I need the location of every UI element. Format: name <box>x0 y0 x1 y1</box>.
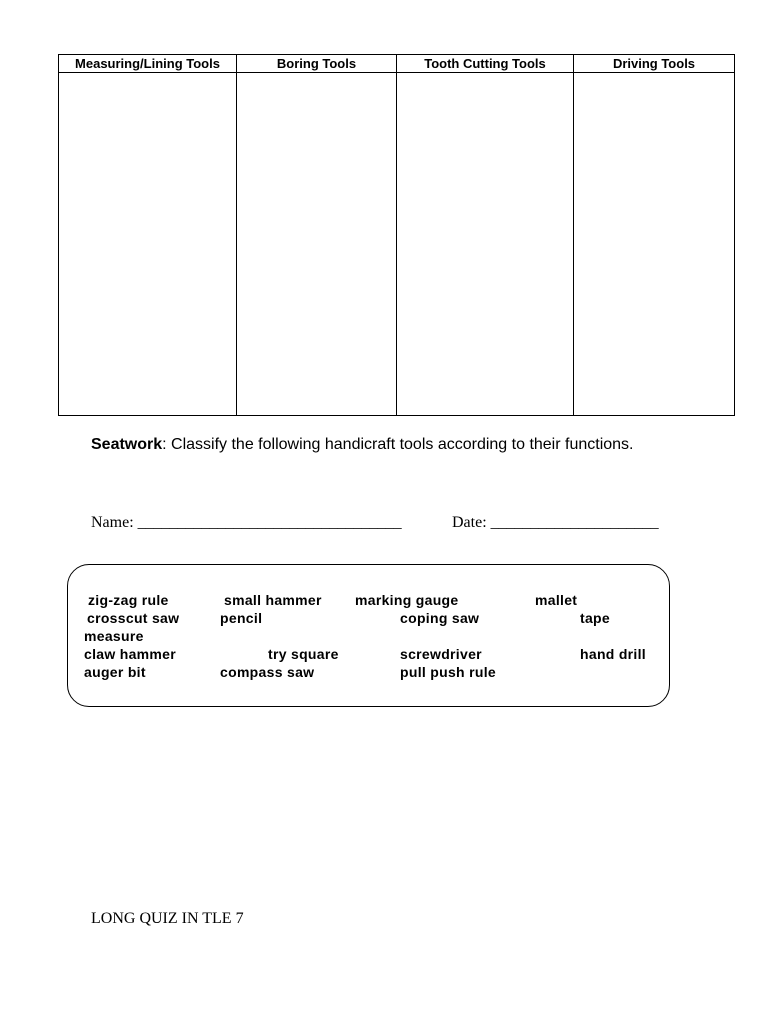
table-cell-driving[interactable] <box>574 73 734 415</box>
table-cell-tooth-cutting[interactable] <box>397 73 574 415</box>
table-cell-boring[interactable] <box>237 73 397 415</box>
word-coping-saw: coping saw <box>400 610 480 626</box>
quiz-title: LONG QUIZ IN TLE 7 <box>91 910 244 927</box>
seatwork-instruction <box>91 436 634 454</box>
word-hand-drill: hand drill <box>580 646 646 662</box>
date-field[interactable]: Date: _____________________ <box>452 514 659 531</box>
table-header-tooth-cutting: Tooth Cutting Tools <box>397 55 574 73</box>
word-small-hammer: small hammer <box>224 592 322 608</box>
word-mallet: mallet <box>535 592 578 608</box>
word-try-square: try square <box>268 646 339 662</box>
word-marking-gauge: marking gauge <box>355 592 459 608</box>
seatwork-text: : Classify the following handicraft tools according to their functions. <box>162 436 634 453</box>
tool-classification-table <box>58 54 735 416</box>
table-cell-measuring[interactable] <box>59 73 237 415</box>
word-pull-push-rule: pull push rule <box>400 664 496 680</box>
word-screwdriver: screwdriver <box>400 646 482 662</box>
word-pencil: pencil <box>220 610 263 626</box>
word-measure: measure <box>84 628 144 644</box>
word-claw-hammer: claw hammer <box>84 646 177 662</box>
word-crosscut-saw: crosscut saw <box>87 610 180 626</box>
table-header-boring: Boring Tools <box>237 55 397 73</box>
word-auger-bit: auger bit <box>84 664 146 680</box>
seatwork-label: Seatwork <box>91 436 163 453</box>
table-header-driving: Driving Tools <box>574 55 734 73</box>
name-field[interactable]: Name: _________________________________ <box>91 514 402 531</box>
word-box <box>67 564 670 707</box>
word-compass-saw: compass saw <box>220 664 315 680</box>
word-zig-zag-rule: zig-zag rule <box>88 592 169 608</box>
table-header-measuring: Measuring/Lining Tools <box>59 55 237 73</box>
word-tape: tape <box>580 610 610 626</box>
